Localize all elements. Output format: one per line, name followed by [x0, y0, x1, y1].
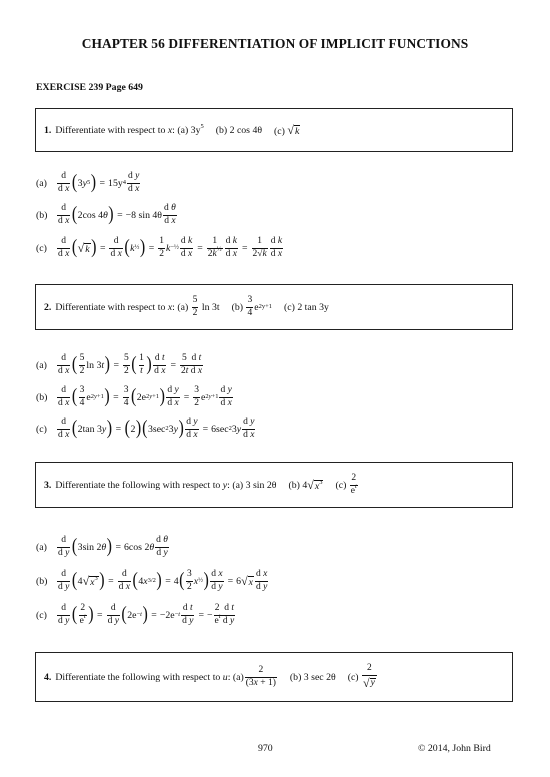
answer-3a: (a) $\frac{d}{\text{d y}}$ ( 3sin 2 θ ) = 6cos 2 θ $\frac{\text{d θ}}{\text{d y}}$ — [36, 535, 168, 558]
question-4-box: 4. Differentiate the following with respect to u : (a) $\frac{2}{(3x + 1)}$ (b) 3 sec 2θ (c) 2 √ y — [35, 652, 513, 702]
answer-2c: (c) $\frac{d}{\text{d x}}$ ( 2tan 3 y ) = ( 2 ) ( 3sec 2 3 y ) $\frac{\text{d y}}{\text{d x}}$ = 6sec 2 3 y $\frac{\text{d y}}{\text{d x}}$ — [36, 417, 255, 440]
question-part-c: (c) √ k — [274, 122, 300, 137]
question-part-b: (b) 2 cos 4θ — [215, 124, 263, 136]
answer-1c: (c) $\frac{d}{\text{d x}}$ ( √ k ) = $\frac{d}{\text{d x}}$ ( k ½ ) = $\frac{1}{2}$ k −½ $\frac{\text{d k}}{\text{d x}}$ = $\frac{1}{2k^{\frac{1}{2}}}$ $\frac{\text{d k}}{\text{d x}}$ = $\frac{1}{2√k}$ $\frac{\text{d k}}{\text{d x}}$ — [36, 236, 283, 259]
answer-3b: (b) $\frac{d}{\text{d y}}$ ( 4 √ $x^3$ ) = $\frac{d}{\text{d x}}$ ( 4 x 3/2 ) = 4 ( $\frac{3}{2}$ x ½ ) $\frac{\text{d x}}{\text{d y}}$ = 6 √ x $\frac{\text{d x}}{\text{d y}}$ — [36, 569, 268, 592]
question-1-box: 1. Differentiate with respect to x : (a) $3y^5$ (b) 2 cos 4θ (c) √ k — [35, 108, 513, 152]
question-part-a: (a) $3y^5$ — [177, 122, 204, 136]
question-text: Differentiate with respect to — [55, 124, 166, 136]
exercise-heading: EXERCISE 239 Page 649 — [36, 82, 143, 93]
answer-3c: (c) $\frac{d}{\text{d y}}$ ( $\frac{2}{e^t}$ ) = $\frac{d}{\text{d y}}$ ( 2e −t ) = −2e −t $\frac{\text{d t}}{\text{d y}}$ = − $\frac{\text{2 d t}}{e^t d y}$ — [36, 603, 235, 626]
question-2-box: 2. Differentiate with respect to x : (a) $\frac{5}{2}$ ln 3t (b) $\frac{3}{4}$ e 2y+1 (c) 2 tan 3y — [35, 284, 513, 330]
copyright: © 2014, John Bird — [418, 743, 491, 754]
answer-1b: (b) $\frac{d}{\text{d x}}$ ( 2cos 4 θ ) = −8 sin 4θ $\frac{\text{d θ}}{\text{d x}}$ — [36, 203, 176, 226]
answer-1a: (a) $\frac{d}{\text{d x}}$ ( 3 y 5 ) = 15y 4 $\frac{\text{d y}}{\text{d x}}$ — [36, 171, 140, 194]
question-var: x — [167, 124, 173, 136]
question-number: 1. — [44, 124, 52, 136]
answer-2b: (b) $\frac{d}{\text{d x}}$ ( $\frac{3}{4}$ e 2y+1 ) = $\frac{3}{4}$ ( 2e 2y+1 ) $\frac{\text{d y}}{\text{d x}}$ = $\frac{3}{2}$ e 2y+1 $\frac{\text{d y}}{\text{d x}}$ — [36, 385, 232, 408]
answer-2a: (a) $\frac{d}{\text{d x}}$ ( $\frac{5}{2}$ ln 3 t ) = $\frac{5}{2}$ ( $\frac{1}{t}$ ) $\frac{\text{d t}}{\text{d x}}$ = $\frac{\text{5 d t}}{\text{2t d x}}$ — [36, 353, 203, 376]
page-number: 970 — [258, 743, 273, 754]
question-3-box: 3. Differentiate the following with respect to y : (a) 3 sin 2θ (b) 4 √ $x^3$ (c) $\frac{2}{e^t}$ — [35, 462, 513, 508]
chapter-title: CHAPTER 56 DIFFERENTIATION OF IMPLICIT FUNCTIONS — [81, 36, 469, 51]
